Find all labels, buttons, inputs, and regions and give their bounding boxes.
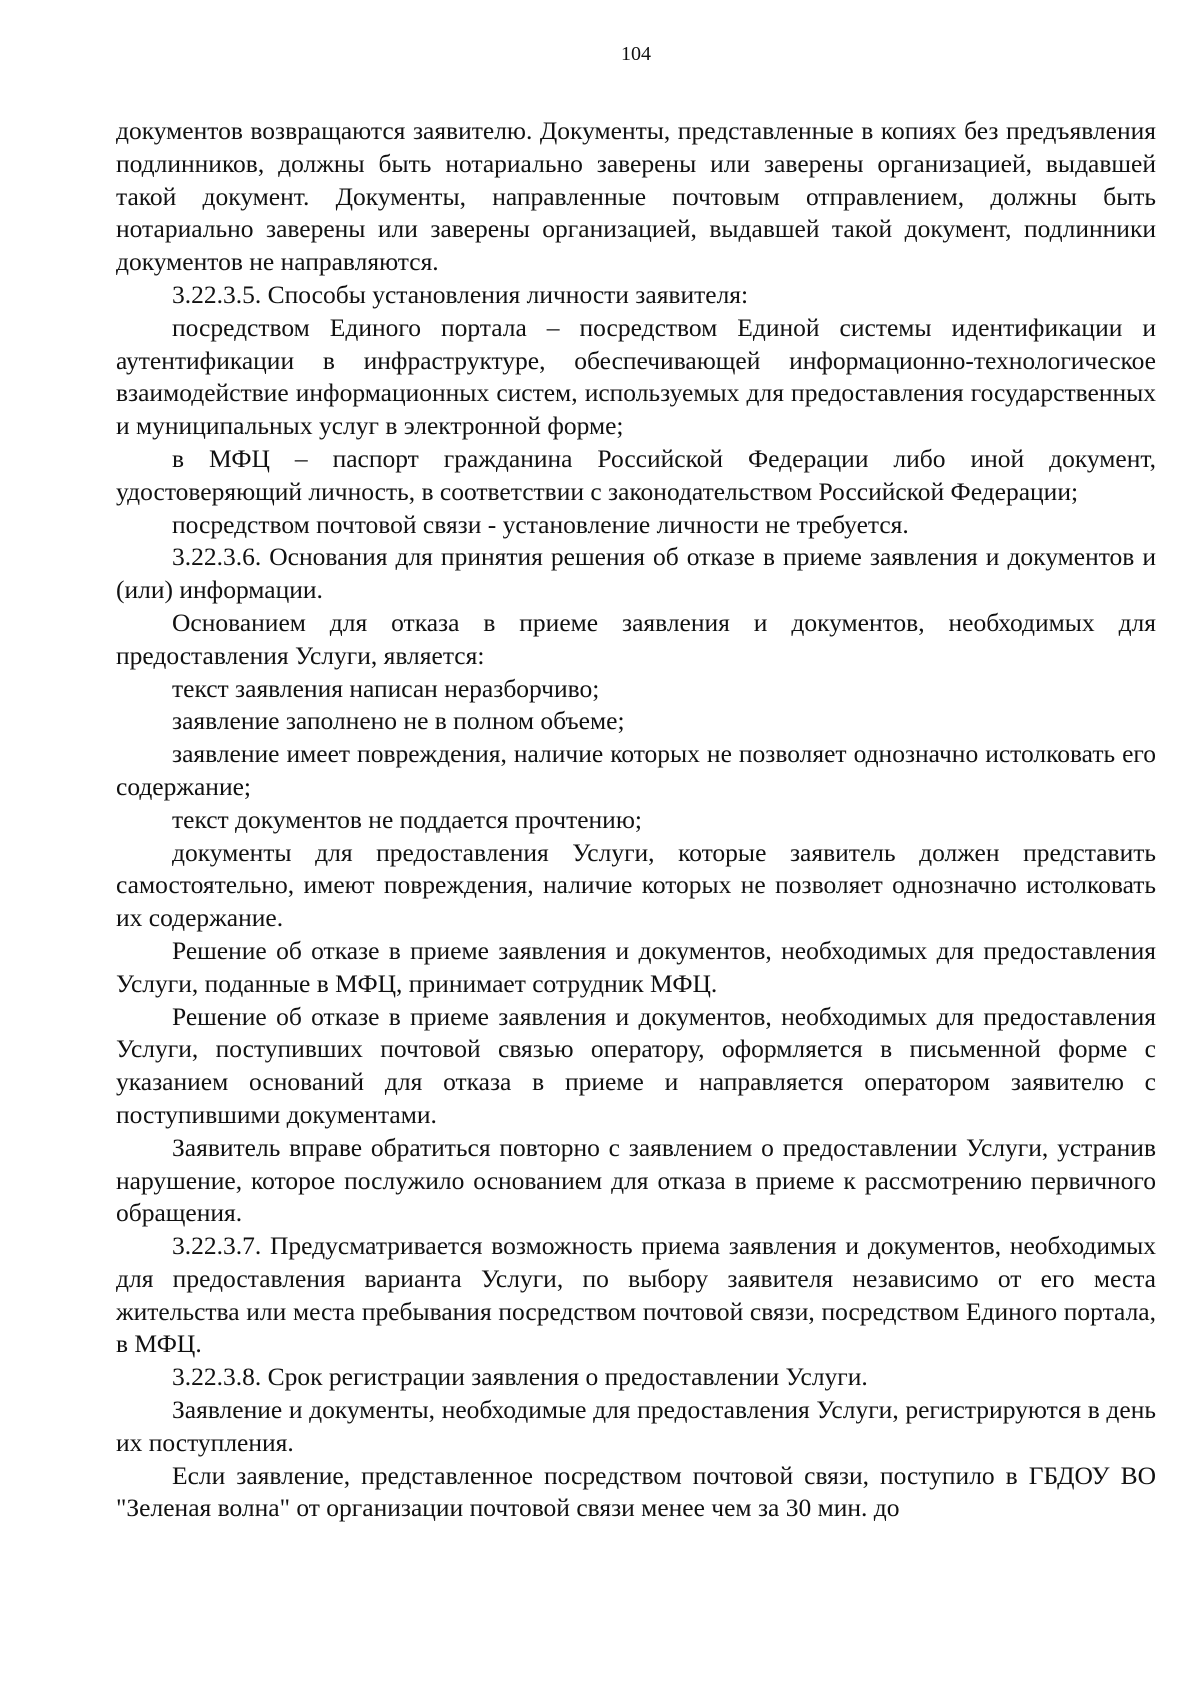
paragraph: посредством почтовой связи - установление личности не требуется. <box>172 509 909 539</box>
paragraph: 3.22.3.8. Срок регистрации заявления о предоставлении Услуги. <box>172 1362 868 1392</box>
paragraph: Решение об отказе в приеме заявления и документов, необходимых для предоставления Услуги, поданные в МФЦ, принимает сотрудник МФЦ. <box>116 935 1156 998</box>
paragraph: 3.22.3.7. Предусматривается возможность приема заявления и документов, необходимых для предоставления варианта Услуги, по выбору заявителя независимо от его места жительства или места пребывания посредством почтовой связи, посредством Единого портала, в МФЦ. <box>116 1231 1156 1359</box>
paragraph: текст документов не поддается прочтению; <box>172 804 642 834</box>
paragraph: 3.22.3.5. Способы установления личности заявителя: <box>172 279 749 309</box>
paragraph: заявление имеет повреждения, наличие которых не позволяет однозначно истолковать его содержание; <box>116 739 1156 801</box>
paragraph: Решение об отказе в приеме заявления и документов, необходимых для предоставления Услуги, поступивших почтовой связью оператору, оформляется в письменной форме с указанием оснований для отказа в приеме и направляется оператором заявителю с поступившими документами. <box>116 1001 1156 1129</box>
paragraph: в МФЦ – паспорт гражданина Российской Федерации либо иной документ, удостоверяющий личность, в соответствии с законодательством Российской Федерации; <box>116 443 1156 506</box>
paragraph: Заявитель вправе обратиться повторно с заявлением о предоставлении Услуги, устранив нарушение, которое послужило основанием для отказа в приеме к рассмотрению первичного обращения. <box>116 1132 1156 1228</box>
paragraph: Заявление и документы, необходимые для предоставления Услуги, регистрируются в день их поступления. <box>116 1395 1156 1457</box>
paragraph: документов возвращаются заявителю. Документы, представленные в копиях без предъявления подлинников, должны быть нотариально заверены или заверены организацией, выдавшей такой документ. Документы, направленные почтовым отправлением, должны быть нотариально заверены или заверены организацией, выдавшей такой документ, подлинники документов не направляются. <box>116 116 1156 277</box>
paragraph: Основанием для отказа в приеме заявления и документов, необходимых для предоставления Услуги, является: <box>116 607 1156 670</box>
paragraph: текст заявления написан неразборчиво; <box>172 673 600 703</box>
paragraph: документы для предоставления Услуги, которые заявитель должен представить самостоятельно, имеют повреждения, наличие которых не позволяет однозначно истолковать их содержание. <box>116 837 1156 933</box>
paragraph: 3.22.3.6. Основания для принятия решения об отказе в приеме заявления и документов и (или) информации. <box>116 542 1156 605</box>
paragraph: Если заявление, представленное посредством почтовой связи, поступило в ГБДОУ ВО "Зеленая волна" от организации почтовой связи менее чем за 30 мин. до <box>116 1460 1156 1523</box>
document-body <box>116 115 1156 1525</box>
paragraph: заявление заполнено не в полном объеме; <box>172 706 625 736</box>
page-number: 104 <box>621 43 651 65</box>
paragraph: посредством Единого портала – посредством Единой системы идентификации и аутентификации в инфраструктуре, обеспечивающей информационно-технологическое взаимодействие информационных систем, используемых для предоставления государственных и муниципальных услуг в электронной форме; <box>116 312 1156 441</box>
